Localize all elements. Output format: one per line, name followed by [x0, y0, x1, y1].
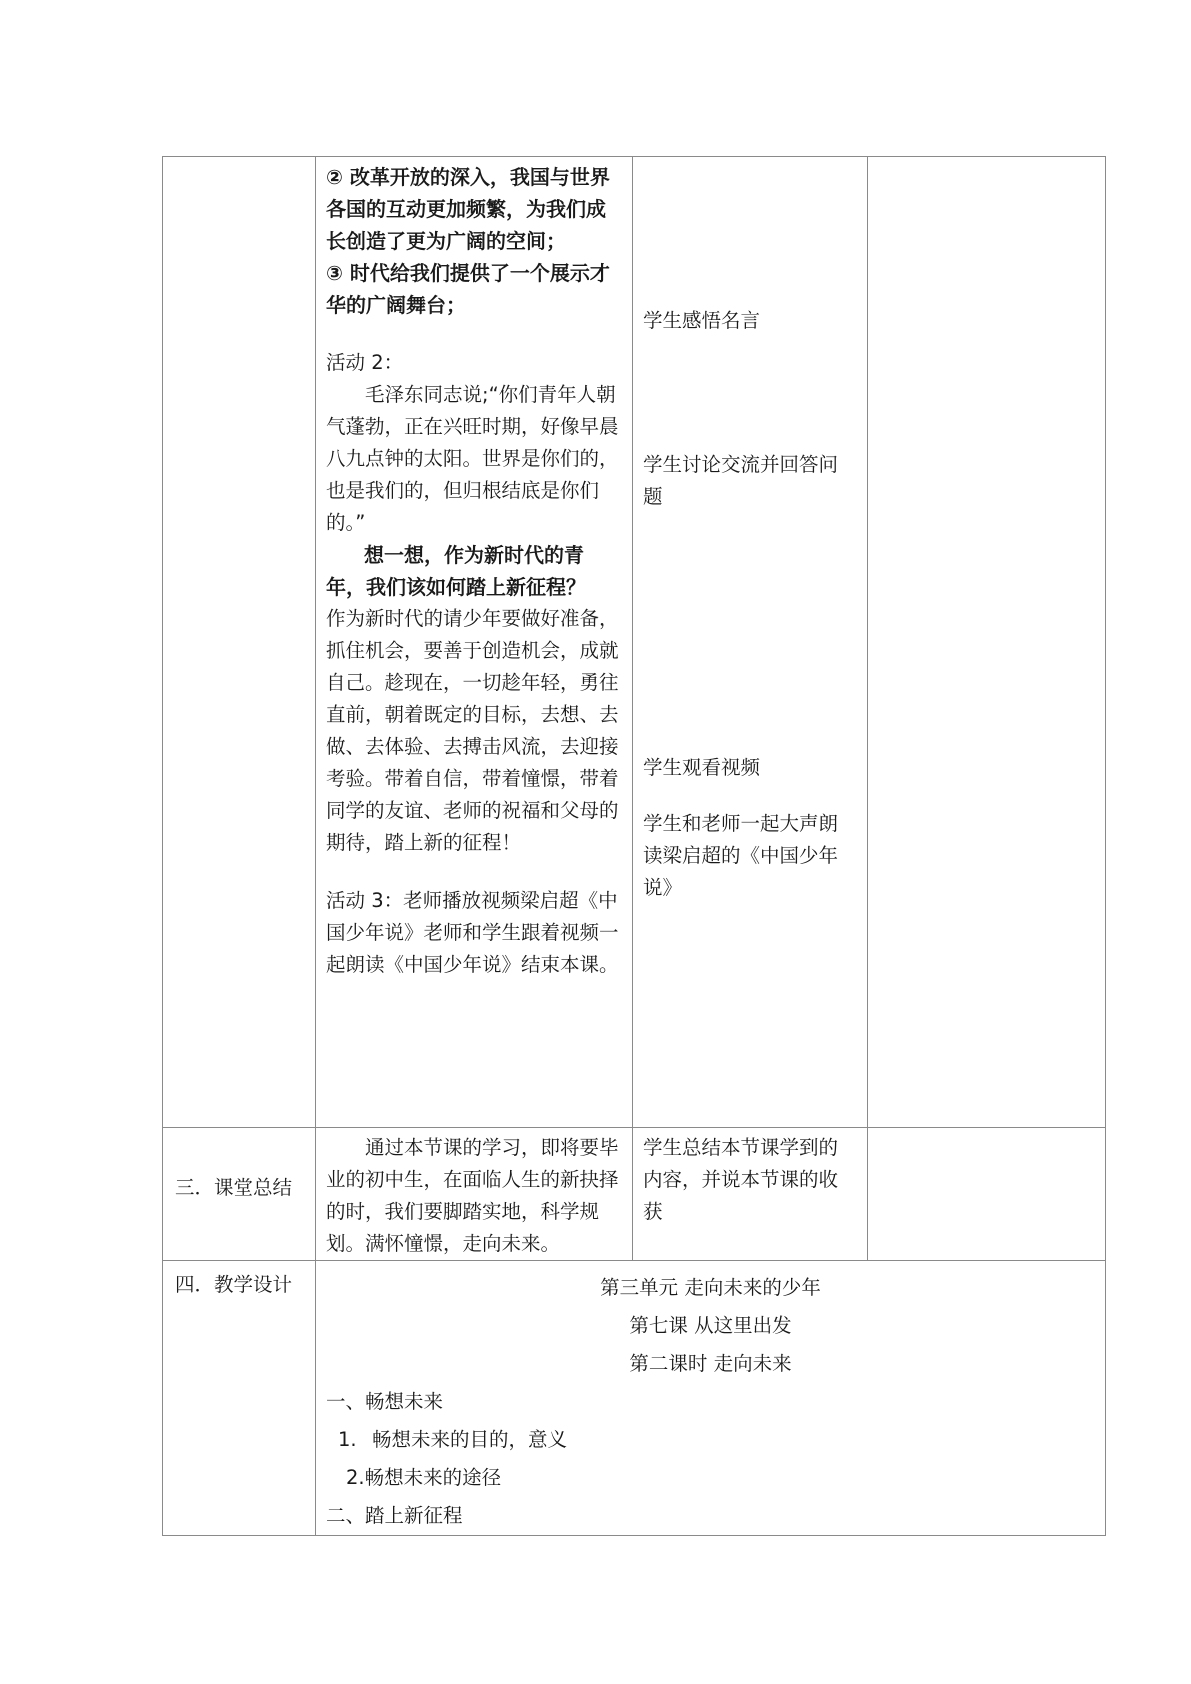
- lesson-plan-table: [162, 156, 1106, 1536]
- summary-notes-cell: [868, 1128, 1106, 1261]
- design-content-cell: [316, 1261, 1106, 1536]
- row1-notes-cell: [868, 157, 1106, 1128]
- row1-teacher-activity-cell: [316, 157, 633, 1128]
- student-item-proverb: 学生感悟名言: [643, 309, 761, 332]
- design-section-2: 二、踏上新征程: [326, 1504, 463, 1527]
- table-row-design: [163, 1261, 1106, 1536]
- design-item-2: 2.畅想未来的途径: [346, 1466, 502, 1489]
- design-section-1: 一、畅想未来: [326, 1390, 444, 1413]
- design-title-lesson: 第七课 从这里出发: [629, 1314, 792, 1337]
- design-label: 四．教学设计: [175, 1273, 293, 1296]
- summary-student-cell: [633, 1128, 868, 1261]
- row1-student-activity-cell: [633, 157, 868, 1128]
- table-row-summary: [163, 1128, 1106, 1261]
- design-item-1-text: 畅想未来的目的，意义: [372, 1428, 568, 1451]
- design-item-1-number: 1.: [338, 1428, 357, 1451]
- summary-content-cell: [316, 1128, 633, 1261]
- summary-content: 通过本节课的学习，即将要毕业的初中生，在面临人生的新抉择的时，我们要脚踏实地，科学规划。满怀憧憬，走向未来。: [326, 1136, 619, 1255]
- student-item-reading: 学生和老师一起大声朗读梁启超的《中国少年说》: [643, 812, 839, 899]
- bold-paragraph-3: ③ 时代给我们提供了一个展示才华的广阔舞台；: [326, 261, 610, 317]
- design-item-1: [326, 1421, 1095, 1459]
- design-title-unit: 第三单元 走向未来的少年: [600, 1276, 821, 1299]
- mao-quote: 毛泽东同志说;“你们青年人朝气蓬勃，正在兴旺时期，好像早晨八九点钟的太阳。世界是你们的，也是我们的，但归根结底是你们的。”: [326, 383, 619, 534]
- student-item-video: 学生观看视频: [643, 756, 761, 779]
- activity-3-text: 活动 3：老师播放视频梁启超《中国少年说》老师和学生跟着视频一起朗读《中国少年说》结束本课。: [326, 889, 619, 976]
- summary-label: 三．课堂总结: [175, 1176, 293, 1199]
- row1-label-cell: [163, 157, 316, 1128]
- student-item-discussion: 学生讨论交流并回答问题: [643, 453, 839, 508]
- activity-2-title: 活动 2：: [326, 351, 404, 374]
- bold-paragraph-2: ② 改革开放的深入，我国与世界各国的互动更加频繁，为我们成长创造了更为广阔的空间；: [326, 165, 610, 253]
- reflection-answer: 作为新时代的请少年要做好准备，抓住机会，要善于创造机会，成就自己。趁现在，一切趁年轻，勇往直前，朝着既定的目标，去想、去做、去体验、去搏击风流，去迎接考验。带着自信，带着憧憬，带着同学的友谊、老师的祝福和父母的期待，踏上新的征程！: [326, 607, 619, 854]
- summary-student-text: 学生总结本节课学到的内容，并说本节课的收获: [643, 1136, 839, 1223]
- reflection-question: 想一想，作为新时代的青年，我们该如何踏上新征程？: [326, 543, 586, 599]
- table-row-activities: [163, 157, 1106, 1128]
- summary-label-cell: [163, 1128, 316, 1261]
- design-label-cell: [163, 1261, 316, 1536]
- design-title-period: 第二课时 走向未来: [629, 1352, 792, 1375]
